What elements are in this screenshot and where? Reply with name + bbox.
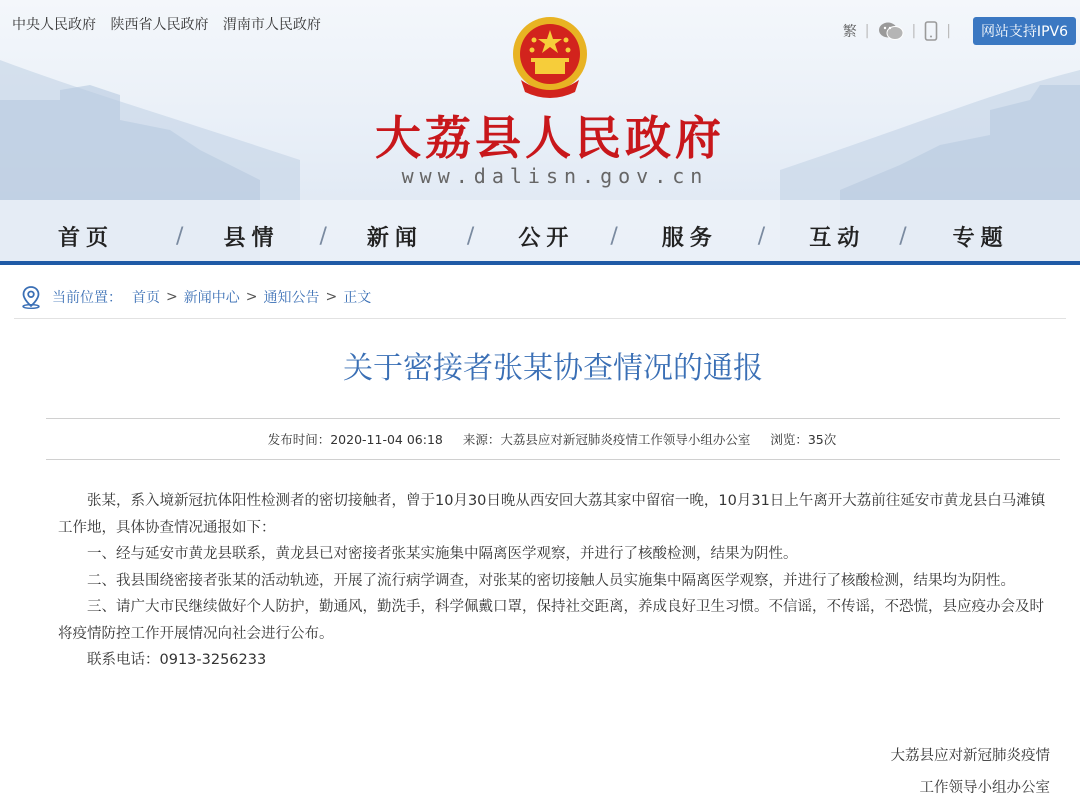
nav-topics[interactable]: 专题 — [952, 225, 1009, 251]
article-source: 来源：大荔县应对新冠肺炎疫情工作领导小组办公室 — [462, 432, 751, 447]
nav-interaction[interactable]: 互动 — [809, 225, 866, 251]
nav-home[interactable]: 首页 — [58, 225, 115, 251]
nav-news[interactable]: 新闻 — [366, 225, 423, 251]
meta-divider-top — [46, 418, 1060, 419]
meta-divider-bottom — [46, 459, 1060, 460]
toolbar-divider: | — [946, 23, 951, 39]
view-count: 浏览：35次 — [770, 432, 837, 447]
signature-line: 大荔县应对新冠肺炎疫情 — [890, 748, 1050, 764]
toolbar-divider: | — [911, 23, 917, 39]
breadcrumb-news-center[interactable]: 新闻中心 — [183, 290, 240, 306]
breadcrumb-label: 当前位置： — [52, 290, 122, 306]
nav-divider: / — [757, 223, 766, 249]
article-paragraph: 一、经与延安市黄龙县联系，黄龙县已对密接者张某实施集中隔离医学观察，并进行了核酸检测，结果为阴性。 — [87, 546, 798, 562]
breadcrumb-separator: > — [325, 289, 338, 305]
breadcrumb-separator: > — [166, 289, 178, 305]
top-links — [12, 14, 331, 34]
article-meta — [0, 430, 1080, 448]
article-paragraph: 三、请广大市民继续做好个人防护，勤通风，勤洗手，科学佩戴口罩，保持社交距离，养成良好卫生习惯。不信谣，不传谣，不恐慌，县应疫办会及时将疫情防控工作开展情况向社会进行公布。 — [58, 599, 1044, 642]
contact-phone: 联系电话：0913-3256233 — [87, 652, 267, 668]
nav-underline — [0, 261, 1080, 265]
breadcrumb-notices[interactable]: 通知公告 — [263, 290, 320, 306]
main-nav — [0, 213, 1080, 259]
article-paragraph: 二、我县围绕密接者张某的活动轨迹，开展了流行病学调查，对张某的密切接触人员实施集中隔离医学观察，并进行了核酸检测，结果均为阴性。 — [87, 572, 1015, 589]
header-toolbar — [843, 17, 1076, 45]
breadcrumb-separator: > — [245, 289, 258, 305]
site-url: www.dalisn.gov.cn — [401, 164, 709, 188]
site-header — [0, 0, 1080, 265]
breadcrumb — [20, 285, 371, 309]
article-body — [58, 488, 1058, 674]
article-signature — [891, 740, 1051, 804]
nav-services[interactable]: 服务 — [661, 225, 718, 251]
toolbar-divider: | — [864, 23, 870, 39]
link-shaanxi-gov[interactable]: 陕西省人民政府 — [110, 17, 209, 33]
traditional-chinese-toggle[interactable]: 繁 — [842, 24, 857, 40]
breadcrumb-divider — [14, 318, 1066, 319]
mobile-icon[interactable] — [924, 21, 938, 41]
nav-public[interactable]: 公开 — [518, 225, 575, 251]
publish-time: 发布时间：2020-11-04 06:18 — [267, 432, 443, 447]
wechat-icon[interactable] — [878, 21, 904, 41]
site-title: 大荔县人民政府 — [375, 111, 725, 165]
nav-divider: / — [610, 223, 618, 249]
breadcrumb-home[interactable]: 首页 — [132, 290, 160, 306]
article-paragraph: 张某，系入境新冠抗体阳性检测者的密切接触者，曾于10月30日晚从西安回大荔其家中留宿一晚，10月31日上午离开大荔前往延安市黄龙县白马滩镇工作地，具体协查情况通报如下： — [58, 493, 1046, 536]
nav-divider: / — [899, 223, 907, 249]
signature-line: 工作领导小组办公室 — [919, 780, 1050, 796]
link-central-gov[interactable]: 中央人民政府 — [12, 17, 96, 33]
nav-county-info[interactable]: 县情 — [223, 225, 280, 251]
link-weinan-gov[interactable]: 渭南市人民政府 — [222, 17, 321, 33]
national-emblem-icon — [509, 12, 591, 102]
article-title: 关于密接者张某协查情况的通报 — [343, 351, 763, 386]
ipv6-badge[interactable]: 网站支持IPV6 — [973, 17, 1076, 45]
location-pin-icon — [20, 285, 42, 309]
nav-divider: / — [466, 223, 475, 249]
nav-divider: / — [319, 223, 327, 249]
nav-divider: / — [176, 223, 184, 249]
breadcrumb-current: 正文 — [343, 290, 372, 306]
